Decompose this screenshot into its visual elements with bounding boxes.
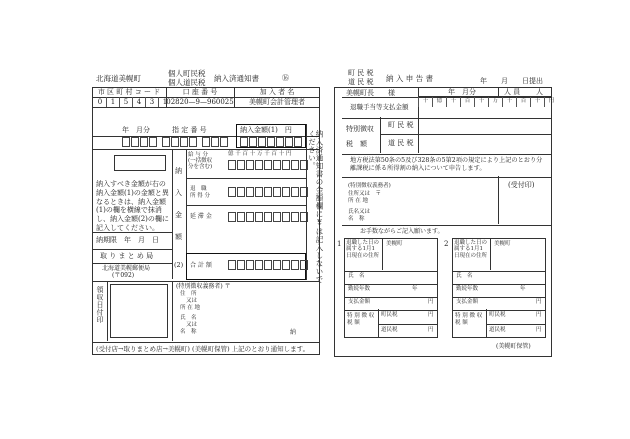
p1-pay-label: 支払金額 [348,299,371,305]
zeigaku-label: 税 額 [346,140,367,148]
p1-years-unit: 年 [412,286,418,292]
city-code-digits [94,97,171,107]
p1-town: 美幌町 [386,241,403,247]
receipt-stamp-area[interactable] [110,284,168,338]
p1-tokubetsu: 特 別 徴 収 税 額 [347,313,375,327]
penalty-digit-boxes[interactable] [228,212,306,224]
left-office: 北海道美幌町 [96,74,141,83]
hdr-account: 口 座 番 号 [182,87,218,96]
left-name3: 名 称 [180,329,197,335]
left-name1: 氏 名 [180,315,197,321]
left-stamp-mark: ⑯ [282,74,289,82]
right-name2: 名 称 [348,216,365,222]
code-digit: 3 [146,97,159,107]
kin-label: 金 [175,211,182,219]
right-digit-header-row [418,97,558,107]
row-salary-label: 給 与 分 (一括徴収 分を含む) [188,152,213,171]
left-title-line1: 個人町民税 [168,69,206,78]
digit-header: 億 [432,97,446,107]
left-year-month: 年 月分 [122,126,150,134]
person-1-number: 1 [337,240,342,248]
p1-name-label: 氏 名 [348,273,365,279]
row-penalty-label: 延 滞 金 [190,213,212,220]
digit-header: 千 [446,97,460,107]
code-digit: 4 [133,97,146,107]
amount-header: 納入金額(1) 円 [240,126,292,134]
left-title-suffix: 納入済通知書 [214,74,259,83]
hdr-city-code: 市 区 町 村 コ ー ド [97,87,161,96]
left-addr2: 又は [186,298,198,304]
p2-tokubetsu: 特 別 徴 収 税 額 [455,313,483,327]
right-footer: (美幌町保管) [496,343,531,350]
gaku-label: 額 [175,233,182,241]
digit-header: 十 [530,97,544,107]
right-title: 納 入 申 告 書 [386,74,434,83]
right-person-unit: 人 [536,88,543,96]
left-name2: 又は [186,322,198,328]
collector-label: 取 り ま と め 局 [100,252,154,260]
amount-digit-boxes[interactable] [240,137,304,147]
p1-addr-label: 退職した日の属する1月1日現在の住所 [346,240,380,259]
left-addr1: 住 所 [180,291,197,297]
p2-town-yen: 円 [536,312,542,318]
payee-name: 美幌町会計管理者 [249,97,305,106]
person-2-number: 2 [444,240,449,248]
code-digit: 0 [94,97,107,107]
right-special-label: (特別徴収義務者) [348,183,391,189]
instruction-text: 納入すべき金額が右の納入金額(1)の金額と異なるときは、納入金額(1)の欄を横線で抹消し、納入金額(2)の欄に記入してください。 [96,180,169,232]
digit-header: 十 [418,97,432,107]
code-digit: 5 [120,97,133,107]
na-label: 納 [175,167,182,175]
left-title-line2: 個人道民税 [168,78,206,87]
p1-town-yen: 円 [428,312,434,318]
left-seal-mark: 納 [290,329,297,336]
p2-addr-label: 退職した日の属する1月1日現在の住所 [454,240,488,259]
row-total-label: 合 計 額 [190,262,212,269]
p1-pref-yen: 円 [428,327,434,333]
designation-label: 指 定 番 号 [172,126,207,134]
p1-years-label: 勤続年数 [348,286,371,292]
left-footer: (受付店→取りまとめ店→美幌町) (美幌町保管) 上記のとおり通知します。 [96,345,310,353]
digit-headers: 億 千 百 十 万 千 百 十 円 [228,151,292,157]
p2-town: 美幌町 [494,241,511,247]
p2-years-label: 勤続年数 [456,286,479,292]
right-addr: 住所又は 〒 [348,191,382,197]
collector-value: 北海道美幌郵便局 [102,265,151,272]
retire-amount-label: 退職手当等支払金額 [350,103,409,111]
right-date: 年 月 日提出 [480,77,543,85]
digit-header: 万 [488,97,502,107]
salary-digit-boxes[interactable] [228,160,306,172]
pref-tax-label: 道 民 税 [388,139,414,147]
right-addr2: 所 在 地 [348,198,368,204]
p1-pay-yen: 円 [428,299,434,305]
p1-town-tax: 町民税 [381,312,398,318]
right-year-month: 年 月分 [448,88,476,96]
left-addr3: 所 在 地 [180,305,200,311]
hdr-payee: 加 入 者 名 [259,87,295,96]
digit-header: 百 [516,97,530,107]
right-tax-line2: 道 民 税 [348,78,374,86]
total-digit-boxes[interactable] [228,260,306,272]
p2-pay-yen: 円 [536,299,542,305]
law-note: 地方税法第50条の5及び328条の5第2項の規定により上記のとおり分離課税に係る所得割の納入について申告します。 [350,157,543,173]
p2-pref-yen: 円 [536,327,542,333]
code-digit: 1 [107,97,120,107]
p2-name-label: 氏 名 [456,273,473,279]
town-tax-label: 町 民 税 [388,121,414,129]
left-special-label: (特別徴収義務者) 〒 [176,283,231,290]
deadline-label: 納期限 [96,236,117,244]
collector-code: (〒092) [112,272,135,279]
received-stamp-label: (受付印) [508,181,535,189]
receipt-label: 領収日付印 [96,286,104,324]
deadline-value: 年 月 日 [124,236,159,244]
row-retire-label: 退 職 所 得 分 [190,186,210,199]
right-addressee: 美幌町長 様 [346,89,395,97]
nyu-label: 入 [175,189,182,197]
p2-years-unit: 年 [520,286,526,292]
digit-header: 十 [474,97,488,107]
p1-pref-tax: 道民税 [381,327,398,333]
p2-pref-tax: 道民税 [489,327,506,333]
digit-header: 円 [544,97,558,107]
digit-header: 百 [460,97,474,107]
left-blank-box[interactable] [114,155,166,171]
designation-boxes[interactable] [122,137,232,147]
digit-header: 千 [502,97,516,107]
right-tax-line1: 町 民 税 [348,69,374,77]
right-persons: 人 員 [504,88,521,96]
p2-town-tax: 町民税 [489,312,506,318]
account-number: 02820—9—960025 [166,97,234,106]
retire-digit-boxes[interactable] [228,187,306,199]
side-note: 納入済通知書の金額欄に¥は記入しないでください。 [307,130,324,284]
right-name: 氏名又は [348,209,371,215]
code-digit: 1 [162,97,168,106]
tokubetsu-label: 特別徴収 [346,125,374,133]
amount-2-label: (2) [174,261,184,269]
notice-text: お手数ながらご記入願います。 [360,228,444,235]
p2-pay-label: 支払金額 [456,299,479,305]
